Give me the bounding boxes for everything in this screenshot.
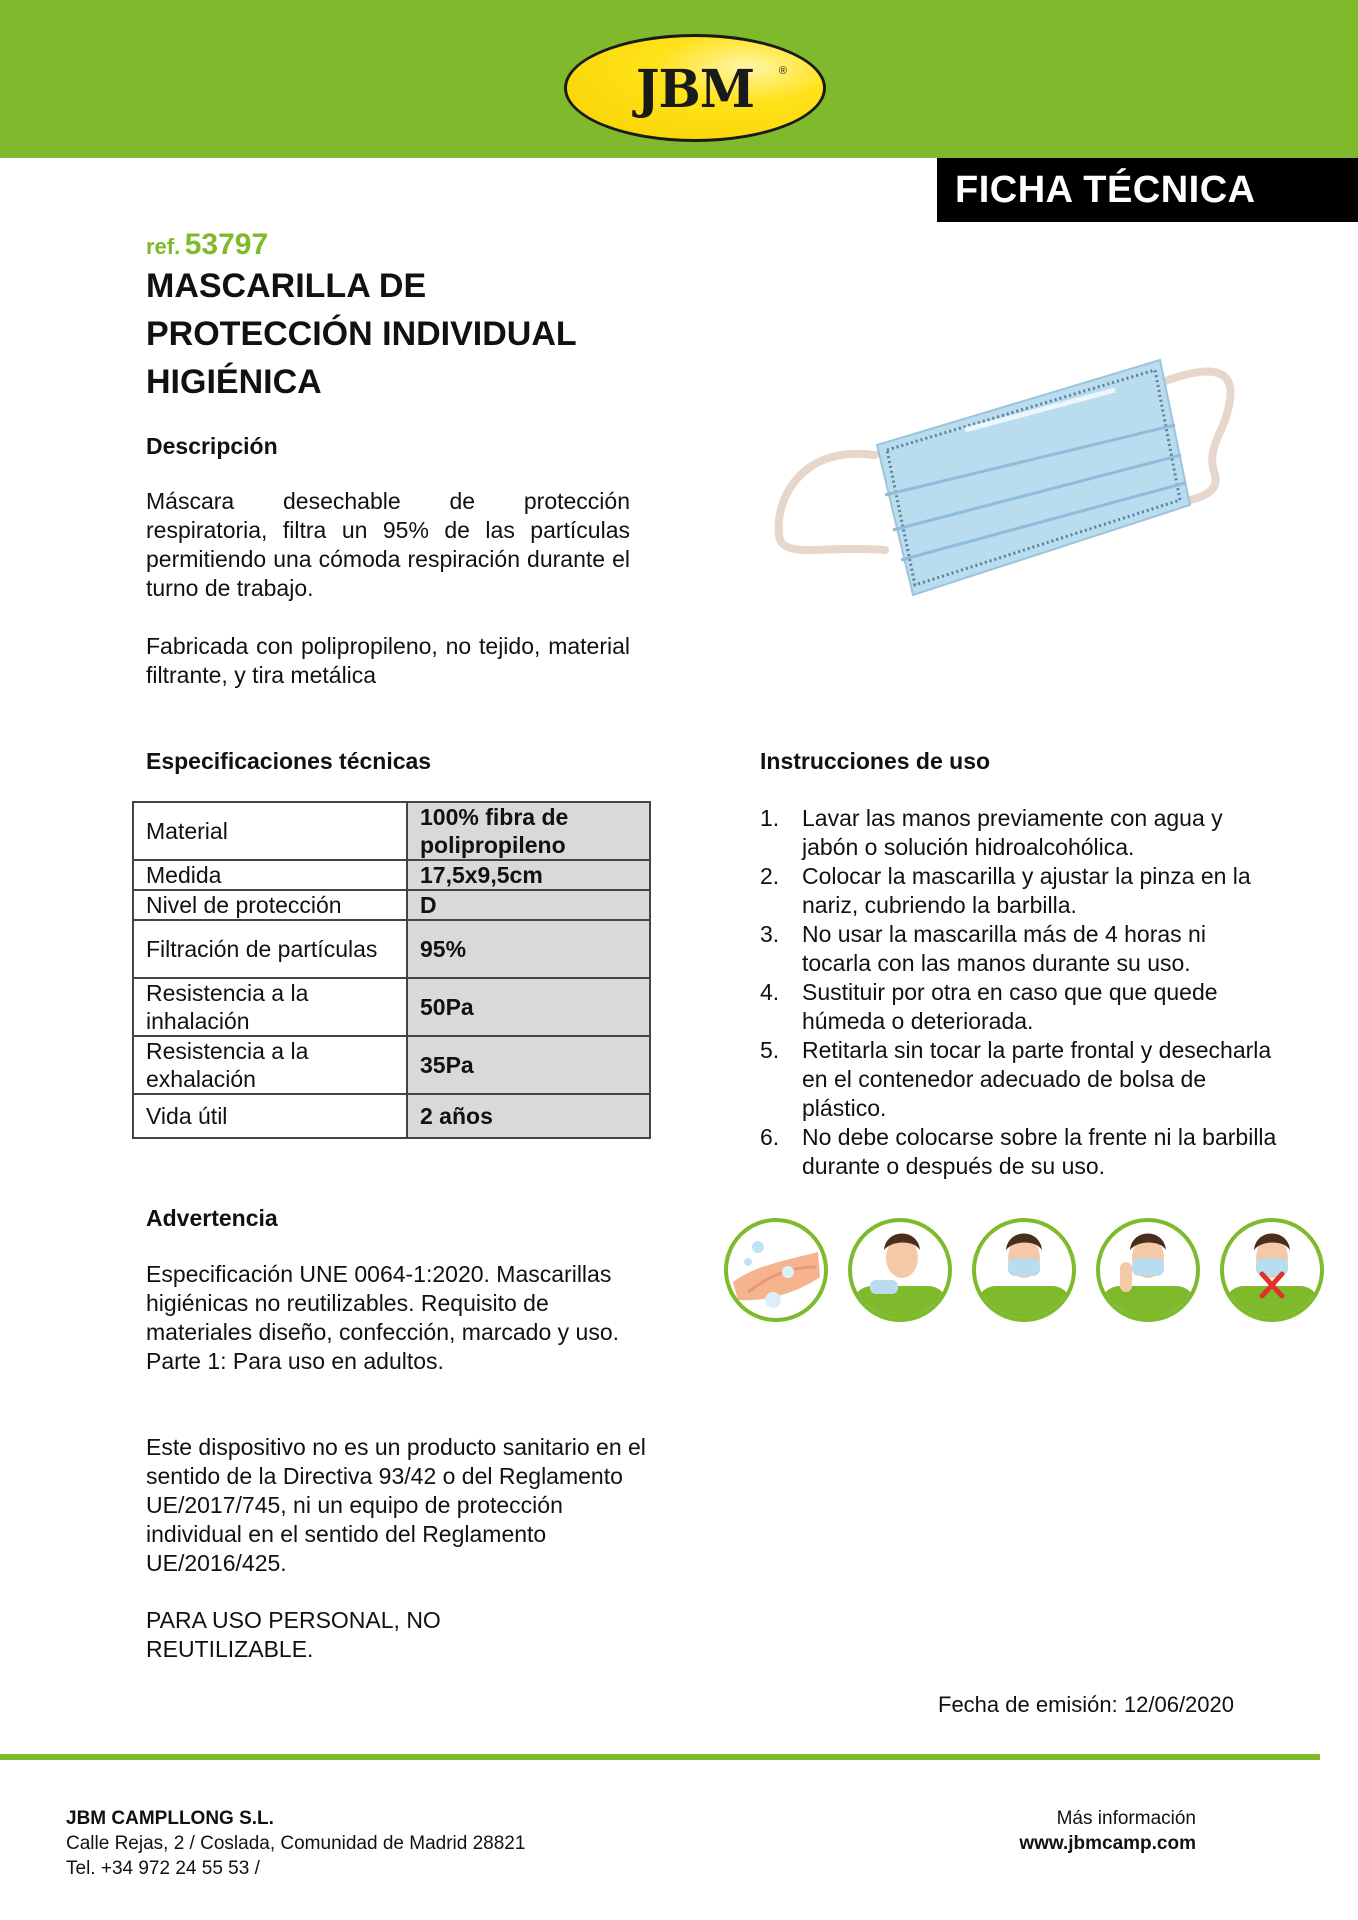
registered-mark: ® xyxy=(778,65,787,77)
company-address: Calle Rejas, 2 / Coslada, Comunidad de Madrid 28821 xyxy=(66,1833,526,1854)
table-row xyxy=(133,920,650,978)
spec-value: 17,5x9,5cm xyxy=(407,860,650,890)
item-number: 5. xyxy=(760,1037,780,1063)
spec-key: Resistencia a la inhalación xyxy=(133,978,407,1036)
spec-key: Material xyxy=(133,802,407,860)
hold-mask-icon xyxy=(848,1218,952,1322)
spec-value: 50Pa xyxy=(407,978,650,1036)
issue-date xyxy=(938,1692,1234,1718)
list-item xyxy=(760,862,1280,920)
spec-key: Nivel de protección xyxy=(133,890,407,920)
spec-key: Medida xyxy=(133,860,407,890)
instructions-list xyxy=(760,804,1280,1181)
spec-key: Resistencia a la exhalación xyxy=(133,1036,407,1094)
table-row xyxy=(133,1036,650,1094)
warning-paragraph: PARA USO PERSONAL, NO REUTILIZABLE. xyxy=(146,1607,441,1662)
warning-paragraph: Este dispositivo no es un producto sanitario en el sentido de la Directiva 93/42 o del Reglamento UE/2017/745, ni un equipo de protección individual en el sentido del Reglamento UE/2016/425. xyxy=(146,1434,646,1576)
product-title xyxy=(146,262,666,406)
item-number: 4. xyxy=(760,979,780,1005)
table-row xyxy=(133,978,650,1036)
item-text: No usar la mascarilla más de 4 horas ni tocarla con las manos durante su uso. xyxy=(802,921,1206,976)
item-number: 6. xyxy=(760,1124,780,1150)
face-mask-image xyxy=(765,345,1245,605)
table-row xyxy=(133,1094,650,1138)
specs-table xyxy=(132,801,651,1139)
item-text: Colocar la mascarilla y ajustar la pinza en la nariz, cubriendo la barbilla. xyxy=(802,863,1251,918)
list-item xyxy=(760,920,1280,978)
spec-value: D xyxy=(407,890,650,920)
footer-divider xyxy=(0,1754,1320,1760)
title-line: PROTECCIÓN INDIVIDUAL xyxy=(146,315,577,353)
list-item xyxy=(760,804,1280,862)
title-line: MASCARILLA DE xyxy=(146,267,427,305)
spec-value: 100% fibra de polipropileno xyxy=(407,802,650,860)
usage-pictograms xyxy=(724,1218,1324,1322)
product-ref xyxy=(146,228,268,262)
ref-label: ref. xyxy=(146,234,181,259)
item-text: Sustituir por otra en caso que que quede húmeda o deteriorada. xyxy=(802,979,1218,1034)
jbm-logo xyxy=(564,34,826,142)
company-phone: Tel. +34 972 24 55 53 / xyxy=(66,1858,260,1879)
title-line: HIGIÉNICA xyxy=(146,363,322,401)
spec-value: 95% xyxy=(407,920,650,978)
item-number: 3. xyxy=(760,921,780,947)
specs-heading: Especificaciones técnicas xyxy=(146,748,432,774)
warning-heading: Advertencia xyxy=(146,1205,278,1231)
item-number: 2. xyxy=(760,863,780,889)
issue-date-label: Fecha de emisión: xyxy=(938,1692,1118,1717)
table-row xyxy=(133,890,650,920)
website-link[interactable]: www.jbmcamp.com xyxy=(1019,1833,1196,1854)
instructions-heading: Instrucciones de uso xyxy=(760,748,991,774)
put-on-mask-icon xyxy=(972,1218,1076,1322)
issue-date-value: 12/06/2020 xyxy=(1123,1692,1234,1717)
more-info-label: Más información xyxy=(1056,1808,1196,1829)
list-item xyxy=(760,1036,1280,1123)
ficha-tecnica-badge: FICHA TÉCNICA xyxy=(937,158,1358,222)
table-row xyxy=(133,802,650,860)
description-heading: Descripción xyxy=(146,433,278,459)
ref-number: 53797 xyxy=(184,228,269,261)
spec-key: Vida útil xyxy=(133,1094,407,1138)
description-paragraph: Máscara desechable de protección respiratoria, filtra un 95% de las partículas permitiendo una cómoda respiración durante el turno de trabajo. xyxy=(146,488,630,601)
warning-paragraph: Especificación UNE 0064-1:2020. Mascarillas higiénicas no reutilizables. Requisito de materiales diseño, confección, marcado y uso. Parte 1: Para uso en adultos. xyxy=(146,1261,620,1374)
adjust-nose-clip-icon xyxy=(1096,1218,1200,1322)
spec-value: 35Pa xyxy=(407,1036,650,1094)
wash-hands-icon xyxy=(724,1218,828,1322)
logo-text: JBM xyxy=(635,57,755,119)
footer-contact xyxy=(66,1806,525,1881)
footer-more-info xyxy=(1019,1806,1196,1856)
spec-value: 2 años xyxy=(407,1094,650,1138)
list-item xyxy=(760,1123,1280,1181)
item-text: Lavar las manos previamente con agua y jabón o solución hidroalcohólica. xyxy=(802,805,1223,860)
do-not-touch-mask-icon xyxy=(1220,1218,1324,1322)
company-name: JBM CAMPLLONG S.L. xyxy=(66,1808,274,1829)
item-text: No debe colocarse sobre la frente ni la barbilla durante o después de su uso. xyxy=(802,1124,1277,1179)
item-text: Retitarla sin tocar la parte frontal y desecharla en el contenedor adecuado de bolsa de plástico. xyxy=(802,1037,1272,1121)
table-row xyxy=(133,860,650,890)
list-item xyxy=(760,978,1280,1036)
spec-key: Filtración de partículas xyxy=(133,920,407,978)
item-number: 1. xyxy=(760,805,780,831)
description-paragraph: Fabricada con polipropileno, no tejido, material filtrante, y tira metálica xyxy=(146,633,630,688)
